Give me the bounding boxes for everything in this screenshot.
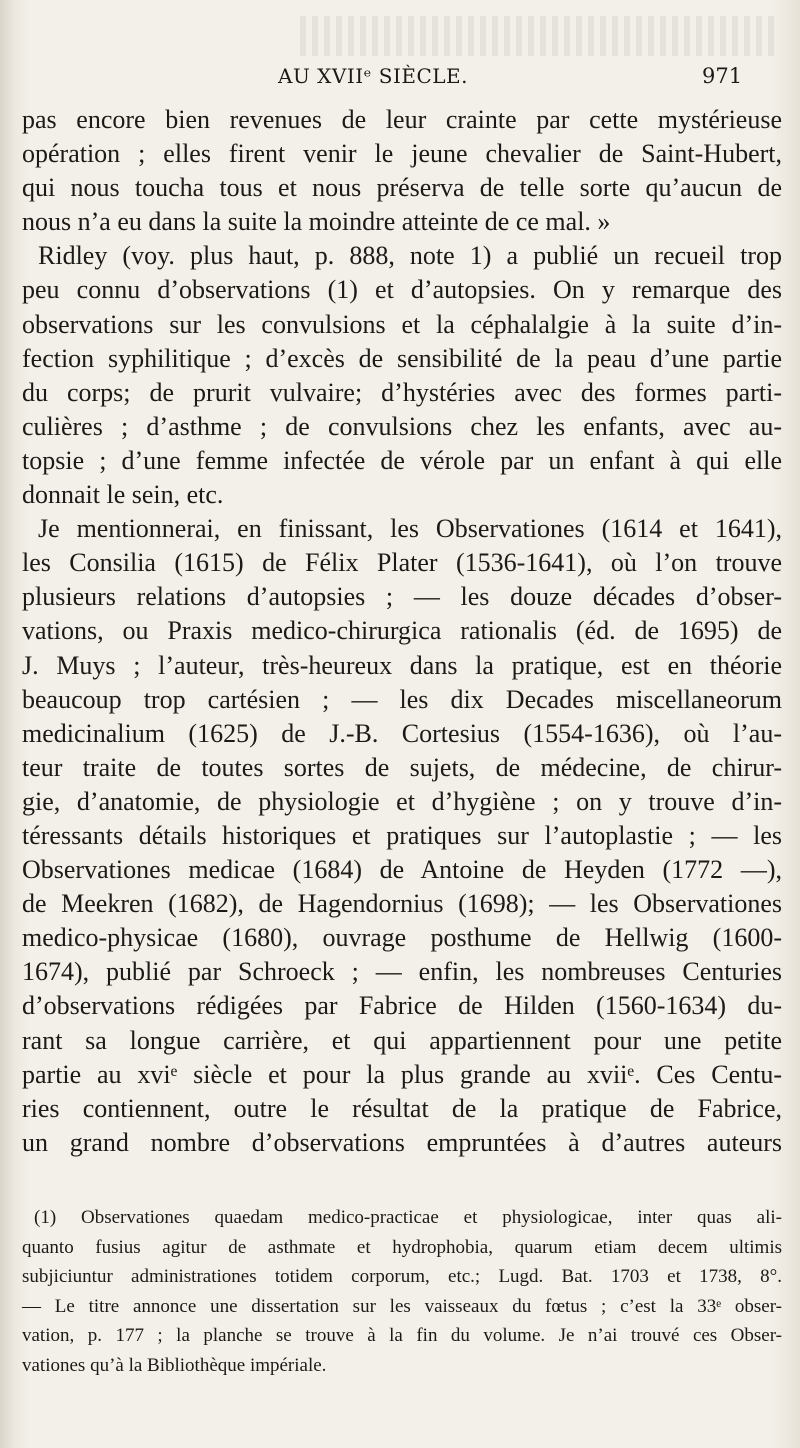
text-line: beaucoup trop cartésien ; — les dix Decades miscellaneorum (22, 684, 782, 714)
footnote-line: — Le titre annonce une dissertation sur les vaisseaux du fœtus ; c’est la 33ᵉ obser- (22, 1295, 782, 1317)
text-line: 1674), publié par Schroeck ; — enfin, les nombreuses Centuries (22, 957, 782, 987)
text-line: pas encore bien revenues de leur crainte par cette mystérieuse (22, 105, 782, 134)
running-head: AU XVIIᵉ SIÈCLE. (278, 64, 468, 88)
page-number: 971 (702, 64, 743, 88)
text-line: topsie ; d’une femme infectée de vérole par un enfant à qui elle (22, 445, 782, 475)
footnotes (22, 1203, 782, 1381)
text-line: partie au xviᵉ siècle et pour la plus grande au xviiᵉ. Ces Centu- (22, 1059, 782, 1089)
text-line: culières ; d’asthme ; de convulsions chez les enfants, avec au- (22, 411, 782, 441)
text-line: du corps; de prurit vulvaire; d’hystéries avec des formes parti- (22, 377, 782, 407)
text-line: plusieurs relations d’autopsies ; — les douze décades d’obser- (22, 582, 782, 612)
body-text (22, 103, 782, 1160)
page-header (0, 64, 800, 96)
text-line: medico-physicae (1680), ouvrage posthume de Hellwig (1600- (22, 923, 782, 953)
text-line: les Consilia (1615) de Félix Plater (1536-1641), où l’on trouve (22, 548, 782, 578)
text-line: gie, d’anatomie, de physiologie et d’hygiène ; on y trouve d’in- (22, 786, 782, 816)
text-line: fection syphilitique ; d’excès de sensibilité de la peau d’une partie (22, 343, 782, 373)
text-line: observations sur les convulsions et la céphalalgie à la suite d’in- (22, 309, 782, 339)
text-line: d’observations rédigées par Fabrice de Hilden (1560-1634) du- (22, 991, 782, 1021)
text-line: donnait le sein, etc. (22, 480, 224, 510)
footnote-line: subjiciuntur administrationes totidem corporum, etc.; Lugd. Bat. 1703 et 1738, 8°. (22, 1266, 782, 1288)
footnote-line: quanto fusius agitur de asthmate et hydrophobia, quarum etiam decem ultimis (22, 1236, 782, 1258)
text-line: Je mentionnerai, en finissant, les Observationes (1614 et 1641), (38, 514, 782, 544)
text-line: un grand nombre d’observations empruntées à d’autres auteurs (22, 1127, 782, 1157)
text-line: téressants détails historiques et pratiques sur l’autoplastie ; — les (22, 820, 782, 850)
bleed-through-shadow (300, 16, 780, 56)
text-line: Observationes medicae (1684) de Antoine de Heyden (1772 —), (22, 855, 782, 885)
text-line: teur traite de toutes sortes de sujets, de médecine, de chirur- (22, 752, 782, 782)
text-line: de Meekren (1682), de Hagendornius (1698); — les Observationes (22, 889, 782, 919)
text-line: qui nous toucha tous et nous préserva de telle sorte qu’aucun de (22, 173, 782, 203)
text-line: rant sa longue carrière, et qui appartiennent pour une petite (22, 1025, 782, 1055)
text-line: ries contiennent, outre le résultat de la pratique de Fabrice, (22, 1093, 782, 1123)
text-line: medicinalium (1625) de J.-B. Cortesius (1554-1636), où l’au- (22, 718, 782, 748)
footnote-line: vation, p. 177 ; la planche se trouve à la fin du volume. Je n’ai trouvé ces Obser- (22, 1325, 782, 1347)
text-line: nous n’a eu dans la suite la moindre atteinte de ce mal. » (22, 207, 611, 237)
footnote-line: (1) Observationes quaedam medico-practicae et physiologicae, inter quas ali- (34, 1207, 782, 1228)
text-line: vations, ou Praxis medico-chirurgica rationalis (éd. de 1695) de (22, 616, 782, 646)
text-line: J. Muys ; l’auteur, très-heureux dans la pratique, est en théorie (22, 650, 782, 680)
text-line: Ridley (voy. plus haut, p. 888, note 1) a publié un recueil trop (38, 241, 782, 271)
footnote-line: vationes qu’à la Bibliothèque impériale. (22, 1354, 327, 1376)
text-line: opération ; elles firent venir le jeune chevalier de Saint-Hubert, (22, 139, 782, 169)
text-line: peu connu d’observations (1) et d’autopsies. On y remarque des (22, 275, 782, 305)
